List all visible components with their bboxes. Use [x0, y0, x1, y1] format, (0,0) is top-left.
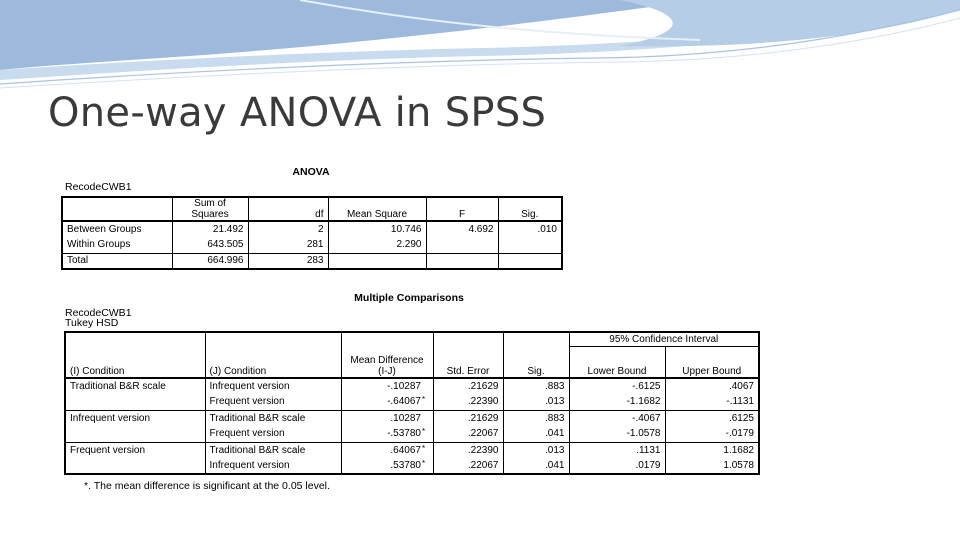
mc-lower-bound: -.4067: [569, 410, 665, 426]
mc-std-error: .22067: [433, 458, 503, 474]
anova-header-sum-of-squares: Sum of Squares: [172, 197, 248, 221]
mc-mean-difference: .64067: [341, 442, 421, 458]
mc-header-blank: [65, 332, 205, 346]
mc-mean-difference: .10287: [341, 410, 421, 426]
mc-j-condition: Frequent version: [205, 426, 341, 442]
anova-cell: 10.746: [328, 221, 426, 237]
anova-table-panel: [58, 162, 564, 270]
anova-cell: 21.492: [172, 221, 248, 237]
mc-j-condition: Infrequent version: [205, 378, 341, 394]
mc-upper-bound: 1.0578: [665, 458, 759, 474]
mc-mean-difference: .53780: [341, 458, 421, 474]
slide-title: One-way ANOVA in SPSS: [48, 90, 547, 136]
mc-sig: .883: [503, 378, 569, 394]
mc-lower-bound: -1.0578: [569, 426, 665, 442]
mc-mean-difference: -.64067: [341, 394, 421, 410]
mc-header-std-error: Std. Error: [433, 346, 503, 378]
anova-header-df: df: [248, 197, 328, 221]
mc-std-error: .22390: [433, 442, 503, 458]
mc-header-ci: 95% Confidence Interval: [569, 332, 759, 346]
mc-i-condition: Traditional B&R scale: [65, 378, 205, 394]
anova-caption: ANOVA: [292, 166, 330, 178]
anova-cell: .010: [498, 221, 562, 237]
multiple-comparisons-panel: [58, 288, 760, 494]
anova-cell: 283: [248, 253, 328, 269]
anova-header-sig: Sig.: [498, 197, 562, 221]
anova-table: [61, 196, 563, 270]
anova-cell: 664.996: [172, 253, 248, 269]
mc-upper-bound: -.1131: [665, 394, 759, 410]
mc-header-i-condition: (I) Condition: [65, 346, 205, 378]
mc-significance-marker: *: [421, 458, 433, 474]
mc-mean-difference: -.53780: [341, 426, 421, 442]
mc-lower-bound: .0179: [569, 458, 665, 474]
multiple-comparisons-caption: Multiple Comparisons: [354, 292, 464, 304]
anova-cell: 643.505: [172, 237, 248, 253]
mc-i-condition: [65, 458, 205, 474]
mc-std-error: .22067: [433, 426, 503, 442]
anova-cell: [498, 237, 562, 253]
anova-row-label: Total: [62, 253, 172, 269]
anova-cell: 4.692: [426, 221, 498, 237]
mc-method: Tukey HSD: [65, 317, 119, 329]
mc-i-condition: Frequent version: [65, 442, 205, 458]
mc-j-condition: Traditional B&R scale: [205, 442, 341, 458]
mc-lower-bound: -1.1682: [569, 394, 665, 410]
mc-lower-bound: -.6125: [569, 378, 665, 394]
mc-std-error: .21629: [433, 410, 503, 426]
anova-cell: [426, 237, 498, 253]
mc-upper-bound: 1.1682: [665, 442, 759, 458]
mc-sig: .041: [503, 426, 569, 442]
mc-j-condition: Infrequent version: [205, 458, 341, 474]
mc-sig: .883: [503, 410, 569, 426]
mc-mean-difference: -.10287: [341, 378, 421, 394]
mc-header-lower-bound: Lower Bound: [569, 346, 665, 378]
anova-cell: 281: [248, 237, 328, 253]
anova-row-label: Within Groups: [62, 237, 172, 253]
mc-dependent-variable: RecodeCWB1: [65, 307, 132, 319]
anova-cell: [498, 253, 562, 269]
mc-std-error: .22390: [433, 394, 503, 410]
mc-footnote: *. The mean difference is significant at the 0.05 level.: [84, 480, 330, 492]
mc-upper-bound: -.0179: [665, 426, 759, 442]
multiple-comparisons-table: [64, 331, 760, 475]
mc-i-condition: [65, 426, 205, 442]
mc-lower-bound: .1131: [569, 442, 665, 458]
mc-header-sig: Sig.: [503, 346, 569, 378]
mc-j-condition: Frequent version: [205, 394, 341, 410]
anova-header-f: F: [426, 197, 498, 221]
anova-dependent-variable: RecodeCWB1: [65, 181, 132, 193]
mc-upper-bound: .6125: [665, 410, 759, 426]
anova-header-mean-square: Mean Square: [328, 197, 426, 221]
mc-significance-marker: [421, 410, 433, 426]
anova-cell: 2.290: [328, 237, 426, 253]
mc-j-condition: Traditional B&R scale: [205, 410, 341, 426]
mc-i-condition: Infrequent version: [65, 410, 205, 426]
anova-cell: [426, 253, 498, 269]
mc-significance-marker: [421, 378, 433, 394]
anova-cell: 2: [248, 221, 328, 237]
mc-sig: .013: [503, 442, 569, 458]
mc-i-condition: [65, 394, 205, 410]
mc-header-mean-difference: Mean Difference (I-J): [341, 346, 433, 378]
mc-significance-marker: *: [421, 442, 433, 458]
mc-header-blank: [341, 332, 433, 346]
mc-sig: .041: [503, 458, 569, 474]
mc-std-error: .21629: [433, 378, 503, 394]
header-swoosh-decoration: [0, 0, 960, 100]
mc-header-blank: [503, 332, 569, 346]
mc-significance-marker: *: [422, 395, 426, 404]
anova-row-label: Between Groups: [62, 221, 172, 237]
mc-header-upper-bound: Upper Bound: [665, 346, 759, 378]
mc-upper-bound: .4067: [665, 378, 759, 394]
mc-header-blank: [433, 332, 503, 346]
mc-header-j-condition: (J) Condition: [205, 346, 341, 378]
mc-significance-marker: *: [422, 427, 426, 436]
anova-cell: [328, 253, 426, 269]
anova-header-blank: [62, 197, 172, 221]
mc-sig: .013: [503, 394, 569, 410]
mc-header-blank: [205, 332, 341, 346]
